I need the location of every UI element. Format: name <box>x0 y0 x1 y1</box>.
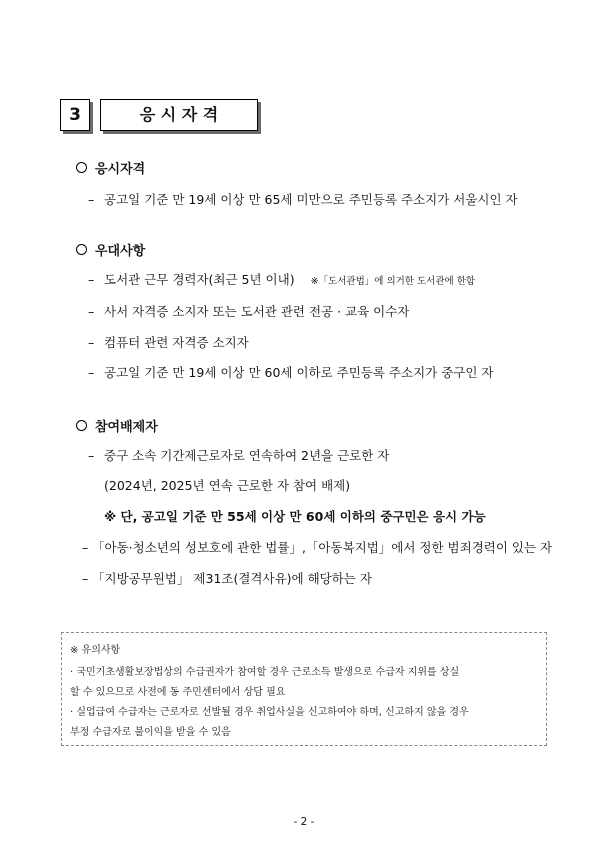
list-item: – 도서관 근무 경력자(최근 5년 이내) ※「도서관법」에 의거한 도서관에 한함 <box>88 272 476 287</box>
list-item: – 「아동·청소년의 성보호에 관한 법률」,「아동복지법」에서 정한 범죄경력이 있는 자 <box>82 540 553 555</box>
exclusion-exception: ※ 단, 공고일 기준 만 55세 이상 만 60세 이하의 중구민은 응시 가능 <box>104 509 486 524</box>
notice-title: ※ 유의사항 <box>70 645 121 656</box>
page-number: - 2 - <box>293 816 315 828</box>
heading-eligibility: 응시자격 <box>76 158 145 177</box>
list-item: – 사서 자격증 소지자 또는 도서관 관련 전공 · 교육 이수자 <box>88 304 410 319</box>
section-number: 3 <box>60 99 90 131</box>
library-law-note: ※「도서관법」에 의거한 도서관에 한함 <box>310 276 476 287</box>
notice-box <box>61 632 547 746</box>
list-item: – 컴퓨터 관련 자격증 소지자 <box>88 335 249 350</box>
list-item: – 중구 소속 기간제근로자로 연속하여 2년을 근로한 자 <box>88 448 390 463</box>
exclusion-subnote: (2024년, 2025년 연속 근로한 자 참여 배제) <box>104 478 351 493</box>
circle-bullet-icon <box>76 162 87 173</box>
circle-bullet-icon <box>76 244 87 255</box>
heading-preference: 우대사항 <box>76 240 145 259</box>
notice-line: 부정 수급자로 불이익을 받을 수 있음 <box>70 727 231 738</box>
section-title: 응 시 자 격 <box>100 99 258 131</box>
heading-exclusion: 참여배제자 <box>76 416 158 435</box>
circle-bullet-icon <box>76 420 87 431</box>
notice-line: 할 수 있으므로 사전에 동 주민센터에서 상담 필요 <box>70 687 286 698</box>
list-item: – 공고일 기준 만 19세 이상 만 60세 이하로 주민등록 주소지가 중구인 자 <box>88 365 494 380</box>
notice-line: · 실업급여 수급자는 근로자로 선발될 경우 취업사실을 신고하여야 하며, 신고하지 않을 경우 <box>70 707 469 718</box>
list-item: – 「지방공무원법」 제31조(결격사유)에 해당하는 자 <box>82 571 372 586</box>
list-item: – 공고일 기준 만 19세 이상 만 65세 미만으로 주민등록 주소지가 서울시인 자 <box>88 192 518 207</box>
notice-line: · 국민기초생활보장법상의 수급권자가 참여할 경우 근로소득 발생으로 수급자 지위를 상실 <box>70 667 460 678</box>
